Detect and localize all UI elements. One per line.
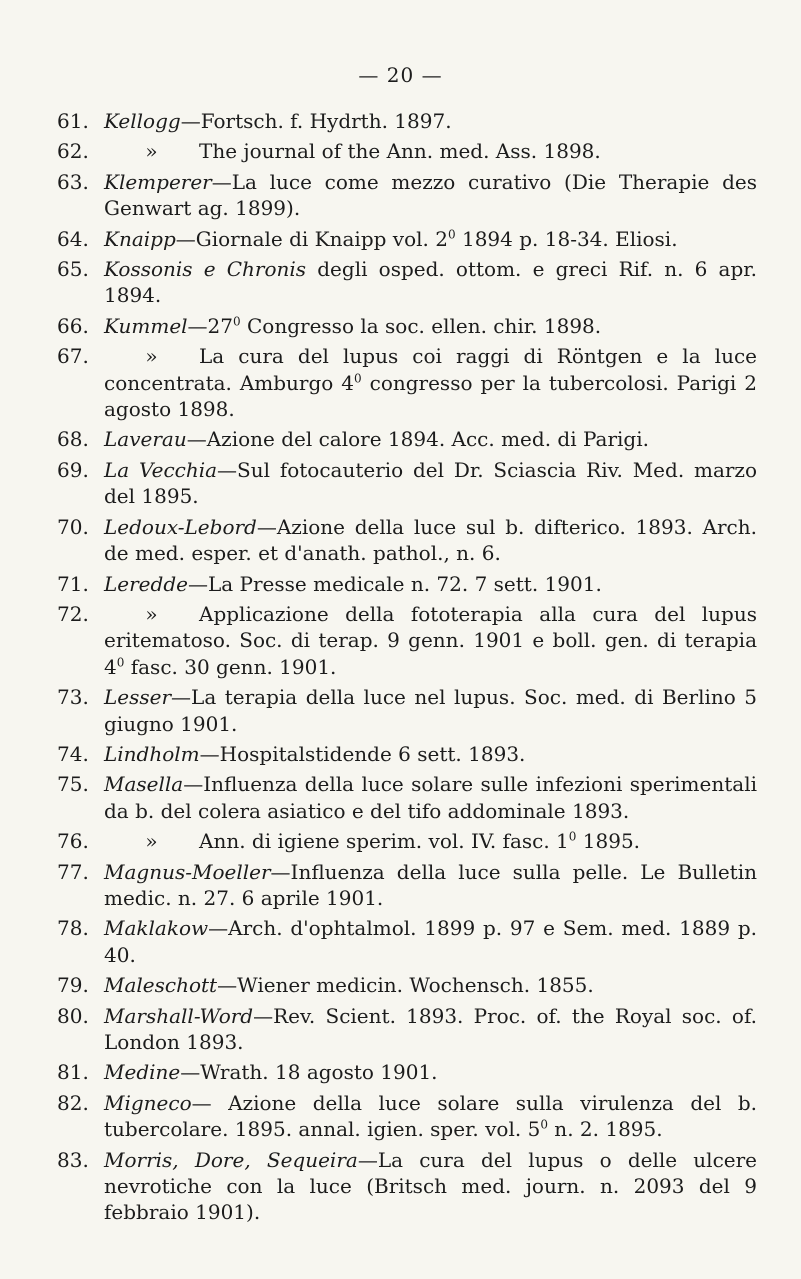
- bibliography-entry: [57, 859, 757, 912]
- entry-separator: —: [180, 109, 201, 133]
- entry-text: Applicazione della fototerapia alla cura del lupus eritematoso. Soc. di terap. 9 genn. 1901 e boll. gen. di terapia 4: [104, 601, 757, 679]
- entry-text-continued: 1895.: [576, 829, 641, 854]
- entry-number: 62.: [57, 139, 89, 164]
- entry-superscript: 0: [447, 226, 456, 241]
- bibliography-entry: [57, 741, 757, 767]
- entry-author: Leredde: [104, 571, 188, 596]
- entry-author: Medine: [104, 1060, 181, 1085]
- entry-text: La cura del lupus coi raggi di Röntgen e la luce concentrata. Amburgo 4: [104, 344, 757, 395]
- entry-separator: —: [171, 685, 192, 710]
- entry-separator: —: [187, 313, 208, 338]
- entry-text: Arch. d'ophtalmol. 1899 p. 97 e Sem. med. 1889 p. 40.: [104, 916, 757, 967]
- entry-author: Lindholm: [104, 741, 200, 766]
- bibliography-entry: [57, 771, 757, 824]
- entry-number: 65.: [57, 257, 89, 282]
- ditto-mark: »: [145, 139, 158, 164]
- bibliography-entry: [57, 1059, 757, 1085]
- entry-text: Hospitalstidende 6 sett. 1893.: [219, 741, 526, 766]
- ditto-mark: »: [145, 829, 158, 854]
- bibliography-entry: [57, 138, 757, 164]
- bibliography-entry: [57, 972, 757, 998]
- bibliography-entry: [57, 226, 757, 252]
- entry-number: 83.: [57, 1147, 89, 1172]
- entry-number: 81.: [57, 1060, 89, 1085]
- entry-text: La cura del lupus o delle ulcere nevrotiche con la luce (Britsch med. journ. n. 2093 del 9 febbraio 1901).: [104, 1147, 757, 1225]
- entry-text-continued: congresso per la tubercolosi. Parigi 2 agosto 1898.: [104, 370, 757, 422]
- bibliography-entry: [57, 828, 757, 854]
- entry-author: Marshall-Word: [104, 1003, 254, 1028]
- entry-number: 71.: [57, 571, 89, 596]
- entry-separator: —: [211, 169, 232, 194]
- bibliography-entry: [57, 1003, 757, 1056]
- entry-number: 76.: [57, 829, 89, 854]
- entry-number: 78.: [57, 916, 89, 941]
- entry-text: Wiener medicin. Wochensch. 1855.: [237, 973, 594, 998]
- entry-separator: —: [208, 916, 229, 941]
- bibliography-entry: [57, 1090, 757, 1143]
- entry-text: The journal of the Ann. med. Ass. 1898.: [199, 139, 601, 164]
- entry-text: Ann. di igiene sperim. vol. IV. fasc. 1: [199, 829, 569, 854]
- entry-author: Knaipp: [104, 226, 176, 251]
- entry-author: Kossonis e Chronis: [104, 257, 307, 282]
- entry-number: 80.: [57, 1003, 89, 1028]
- entry-author: Klemperer: [104, 169, 212, 194]
- bibliography-entry: [57, 457, 757, 510]
- entry-superscript: 0: [540, 1117, 548, 1132]
- entry-text-continued: n. 2. 1895.: [547, 1117, 663, 1142]
- bibliography-entry: [57, 1147, 757, 1226]
- entry-author: La Vecchia: [104, 457, 218, 482]
- bibliography-list: [57, 108, 757, 1230]
- entry-number: 75.: [57, 772, 89, 797]
- entry-separator: —: [180, 1060, 201, 1085]
- entry-separator: —: [256, 514, 277, 539]
- entry-number: 79.: [57, 973, 89, 998]
- entry-text: Giornale di Knaipp vol. 2: [195, 226, 448, 251]
- bibliography-entry: [57, 601, 757, 680]
- entry-text: Sul fotocauterio del Dr. Sciascia Riv. Med. marzo del 1895.: [104, 457, 757, 509]
- page-number: — 20 —: [358, 63, 443, 87]
- entry-text: Azione della luce solare sulla virulenza del b. tubercolare. 1895. annal. igien. sper. vol. 5: [104, 1090, 757, 1142]
- entry-separator: —: [175, 226, 196, 251]
- entry-author: Magnus-Moeller: [104, 859, 271, 884]
- entry-superscript: 0: [568, 829, 577, 844]
- entry-text: Fortsch. f. Hydrth. 1897.: [200, 109, 452, 133]
- entry-author: Maleschott: [104, 973, 218, 998]
- entry-separator: —: [191, 1090, 229, 1115]
- entry-author: Masella: [104, 772, 184, 797]
- entry-text: Influenza della luce sulla pelle. Le Bulletin medic. n. 27. 6 aprile 1901.: [104, 859, 757, 910]
- entry-author: Kellogg: [104, 109, 181, 133]
- bibliography-entry: [57, 169, 757, 222]
- entry-author: Migneco: [104, 1090, 192, 1115]
- entry-number: 64.: [57, 226, 89, 251]
- entry-number: 72.: [57, 601, 89, 626]
- entry-text: degli osped. ottom. e greci Rif. n. 6 apr. 1894.: [104, 257, 757, 308]
- entry-separator: —: [187, 571, 208, 596]
- entry-separator: —: [270, 859, 291, 884]
- entry-text: Azione della luce sul b. difterico. 1893. Arch. de med. esper. et d'anath. pathol., n. 6.: [104, 514, 757, 566]
- bibliography-entry: [57, 514, 757, 567]
- entry-author: Laverau: [104, 427, 187, 452]
- entry-text: La Presse medicale n. 72. 7 sett. 1901.: [207, 571, 602, 596]
- entry-number: 67.: [57, 344, 89, 369]
- entry-separator: —: [183, 772, 204, 797]
- bibliography-entry: [57, 915, 757, 968]
- entry-number: 66.: [57, 313, 89, 338]
- entry-separator: [306, 257, 317, 281]
- entry-author: Lesser: [104, 685, 172, 710]
- entry-author: Kummel: [104, 313, 188, 338]
- entry-separator: —: [357, 1147, 378, 1172]
- ditto-mark: »: [145, 601, 158, 626]
- entry-separator: —: [199, 741, 220, 766]
- entry-number: 82.: [57, 1090, 89, 1115]
- entry-author: Morris, Dore, Sequeira: [104, 1147, 358, 1172]
- entry-text: Rev. Scient. 1893. Proc. of. the Royal soc. of. London 1893.: [104, 1003, 757, 1054]
- entry-superscript: 0: [116, 655, 125, 670]
- entry-number: 69.: [57, 457, 89, 482]
- entry-number: 61.: [57, 109, 89, 133]
- entry-author: Ledoux-Lebord: [104, 514, 257, 539]
- entry-text-continued: Congresso la soc. ellen. chir. 1898.: [240, 313, 602, 338]
- entry-text-continued: 1894 p. 18-34. Eliosi.: [455, 226, 678, 251]
- entry-separator: —: [253, 1003, 274, 1028]
- entry-author: Maklakow: [104, 916, 209, 941]
- bibliography-entry: [57, 684, 757, 737]
- entry-text: Azione del calore 1894. Acc. med. di Parigi.: [206, 427, 649, 452]
- entry-superscript: 0: [233, 314, 241, 329]
- entry-text: Influenza della luce solare sulle infezioni sperimentali da b. del colera asiatico e del tifo addominale 1893.: [104, 772, 757, 823]
- bibliography-entry: [57, 426, 757, 452]
- entry-number: 68.: [57, 427, 89, 452]
- entry-number: 63.: [57, 169, 89, 194]
- bibliography-entry: [57, 256, 757, 309]
- bibliography-entry: [57, 313, 757, 339]
- entry-text-continued: fasc. 30 genn. 1901.: [124, 654, 337, 679]
- entry-text: La luce come mezzo curativo (Die Therapie des Genwart ag. 1899).: [104, 169, 757, 221]
- entry-number: 73.: [57, 685, 89, 710]
- entry-superscript: 0: [354, 371, 362, 385]
- entry-separator: —: [186, 427, 207, 452]
- entry-text: 27: [207, 313, 233, 338]
- ditto-mark: »: [145, 344, 158, 369]
- entry-separator: —: [217, 457, 238, 482]
- entry-number: 74.: [57, 741, 89, 766]
- entry-separator: —: [217, 973, 238, 998]
- bibliography-entry: [57, 571, 757, 597]
- entry-number: 77.: [57, 859, 89, 884]
- entry-text: La terapia della luce nel lupus. Soc. med. di Berlino 5 giugno 1901.: [104, 685, 757, 736]
- entry-text: Wrath. 18 agosto 1901.: [200, 1060, 438, 1085]
- bibliography-entry: [57, 108, 757, 134]
- entry-number: 70.: [57, 514, 89, 539]
- bibliography-entry: [57, 343, 757, 422]
